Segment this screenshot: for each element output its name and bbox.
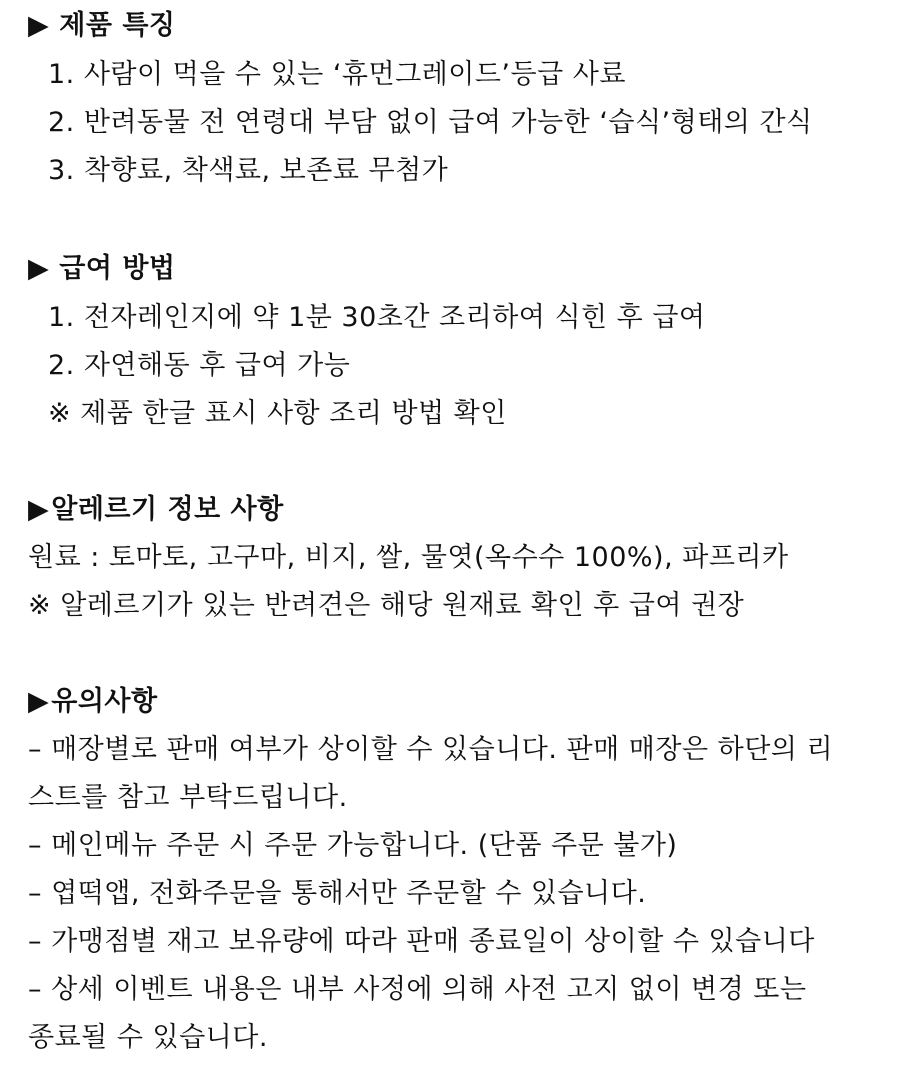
feature-item: 2. 반려동물 전 연령대 부담 없이 급여 가능한 ‘습식’형태의 간식 bbox=[48, 107, 813, 138]
notice-item-continuation: 스트를 참고 부탁드립니다. bbox=[28, 782, 348, 813]
section-heading-product-features: ▶ 제품 특징 bbox=[28, 10, 176, 41]
notice-item: – 메인메뉴 주문 시 주문 가능합니다. (단품 주문 불가) bbox=[28, 830, 678, 861]
triangle-bullet-icon: ▶ bbox=[28, 10, 50, 41]
section-heading-notices: ▶유의사항 bbox=[28, 686, 158, 717]
triangle-bullet-icon: ▶ bbox=[28, 253, 50, 284]
feeding-item: 1. 전자레인지에 약 1분 30초간 조리하여 식힌 후 급여 bbox=[48, 302, 706, 333]
notice-item: – 가맹점별 재고 보유량에 따라 판매 종료일이 상이할 수 있습니다 bbox=[28, 926, 815, 957]
feature-item: 1. 사람이 먹을 수 있는 ‘휴먼그레이드’등급 사료 bbox=[48, 59, 626, 90]
ingredients-line: 원료 : 토마토, 고구마, 비지, 쌀, 물엿(옥수수 100%), 파프리카 bbox=[28, 542, 789, 573]
feeding-note: ※ 제품 한글 표시 사항 조리 방법 확인 bbox=[48, 398, 507, 429]
notice-item: – 상세 이벤트 내용은 내부 사정에 의해 사전 고지 없이 변경 또는 bbox=[28, 974, 807, 1005]
feature-item: 3. 착향료, 착색료, 보존료 무첨가 bbox=[48, 155, 449, 186]
notice-item: – 매장별로 판매 여부가 상이할 수 있습니다. 판매 매장은 하단의 리 bbox=[28, 734, 834, 765]
notice-item-continuation: 종료될 수 있습니다. bbox=[28, 1022, 268, 1053]
notice-item: – 엽떡앱, 전화주문을 통해서만 주문할 수 있습니다. bbox=[28, 878, 647, 909]
triangle-bullet-icon: ▶ bbox=[28, 494, 50, 525]
triangle-bullet-icon: ▶ bbox=[28, 686, 50, 717]
section-heading-feeding-method: ▶ 급여 방법 bbox=[28, 253, 176, 284]
feeding-item: 2. 자연해동 후 급여 가능 bbox=[48, 350, 351, 381]
allergy-note: ※ 알레르기가 있는 반려견은 해당 원재료 확인 후 급여 권장 bbox=[28, 590, 745, 621]
section-heading-allergy-info: ▶알레르기 정보 사항 bbox=[28, 494, 284, 525]
